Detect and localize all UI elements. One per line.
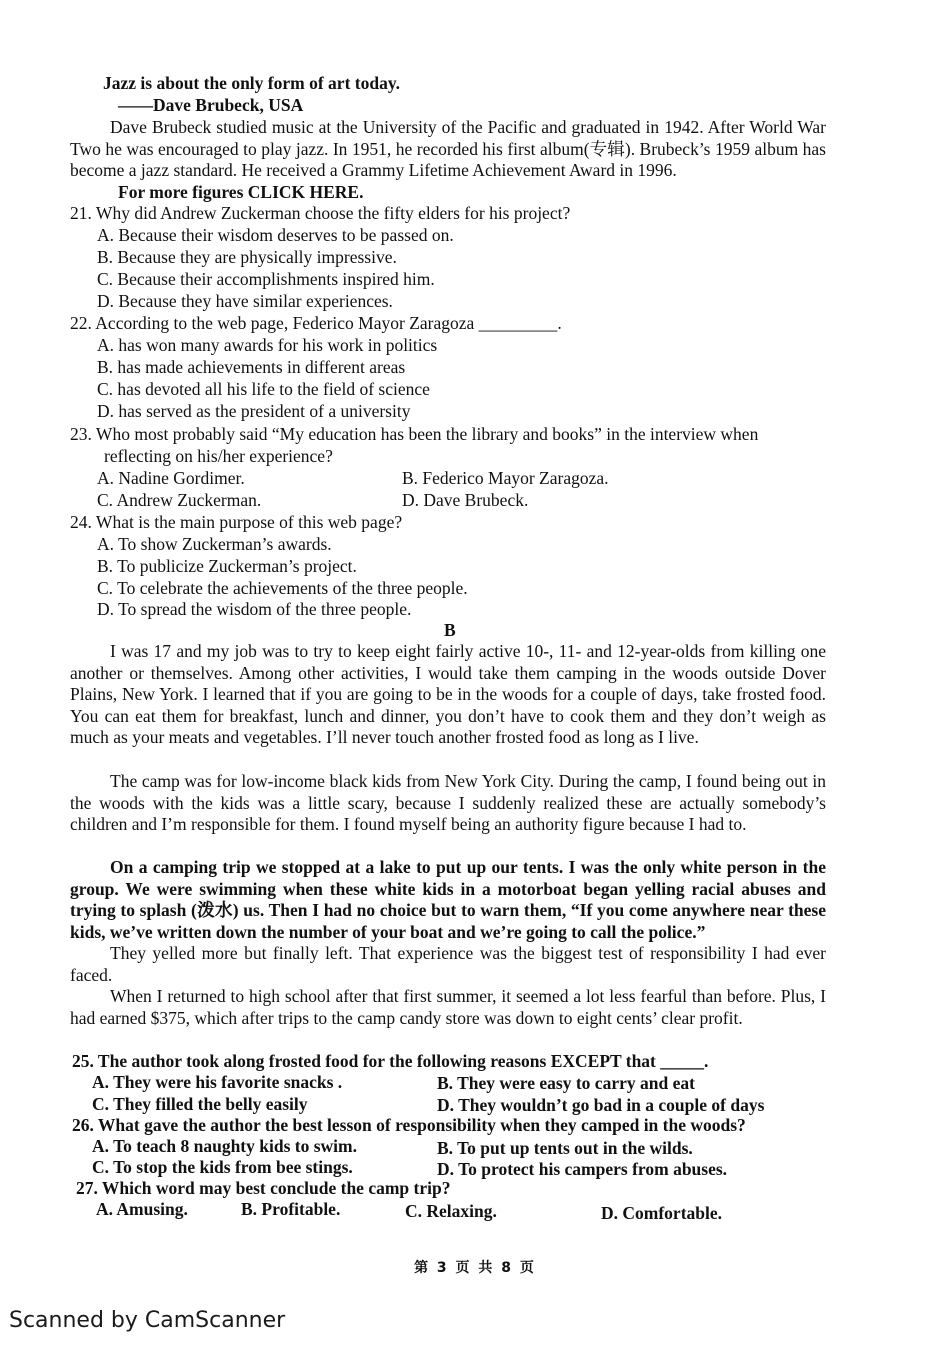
q21-option-b: B. Because they are physically impressive. <box>97 247 397 267</box>
jazz-bio <box>70 117 826 182</box>
q26-option-a: A. To teach 8 naughty kids to swim. <box>92 1136 357 1156</box>
q25-option-a: A. They were his favorite snacks . <box>92 1072 343 1092</box>
q26-option-c: C. To stop the kids from bee stings. <box>92 1157 353 1177</box>
passage-paragraph-2-text: The camp was for low-income black kids from New York City. During the camp, I found being out in the woods with the kids was a little scary, because I suddenly realized these are actually somebody’s children and I’m responsible for them. I found myself being an authority figure because I had to. <box>70 771 826 834</box>
question-26-stem: 26. What gave the author the best lesson of responsibility when they camped in the woods? <box>72 1115 746 1135</box>
q26-option-b: B. To put up tents out in the wilds. <box>437 1138 693 1158</box>
q27-option-d: D. Comfortable. <box>601 1203 723 1223</box>
more-figures-link[interactable]: For more figures CLICK HERE. <box>118 182 364 202</box>
jazz-quote: Jazz is about the only form of art today. <box>103 73 400 93</box>
q23-option-d: D. Dave Brubeck. <box>402 490 529 510</box>
passage-paragraph-5 <box>70 986 826 1029</box>
q27-option-a: A. Amusing. <box>96 1199 188 1219</box>
q23-option-b: B. Federico Mayor Zaragoza. <box>402 468 609 488</box>
q21-option-d: D. Because they have similar experiences. <box>97 291 393 311</box>
question-21-stem: 21. Why did Andrew Zuckerman choose the fifty elders for his project? <box>70 203 571 223</box>
q23-option-c: C. Andrew Zuckerman. <box>97 490 262 510</box>
q22-option-a: A. has won many awards for his work in politics <box>97 335 438 355</box>
passage-paragraph-5-text: When I returned to high school after that first summer, it seemed a lot less fearful than before. Plus, I had earned $375, which after trips to the camp candy store was down to eight cents’ clear profit. <box>70 986 826 1028</box>
q21-option-c: C. Because their accomplishments inspired him. <box>97 269 435 289</box>
scanner-watermark: Scanned by CamScanner <box>9 1308 286 1333</box>
question-25-stem: 25. The author took along frosted food for the following reasons EXCEPT that _____. <box>72 1051 709 1071</box>
q25-option-b: B. They were easy to carry and eat <box>437 1073 695 1093</box>
q24-option-d: D. To spread the wisdom of the three people. <box>97 599 412 619</box>
jazz-bio-text: Dave Brubeck studied music at the University of the Pacific and graduated in 1942. After World War Two he was encouraged to play jazz. In 1951, he recorded his first album(专辑). Brubeck’s 1959 album has become a jazz standard. He received a Grammy Lifetime Achievement Award in 1996. <box>70 117 826 180</box>
passage-paragraph-2 <box>70 771 826 836</box>
q27-option-c: C. Relaxing. <box>405 1201 497 1221</box>
q27-option-b: B. Profitable. <box>241 1199 341 1219</box>
q23-option-a: A. Nadine Gordimer. <box>97 468 245 488</box>
question-27-stem: 27. Which word may best conclude the camp trip? <box>76 1178 451 1198</box>
q25-option-c: C. They filled the belly easily <box>92 1094 308 1114</box>
q22-option-c: C. has devoted all his life to the field of science <box>97 379 430 399</box>
passage-paragraph-3 <box>70 857 826 943</box>
passage-paragraph-1 <box>70 641 826 749</box>
q21-option-a: A. Because their wisdom deserves to be passed on. <box>97 225 454 245</box>
q26-option-d: D. To protect his campers from abuses. <box>437 1159 728 1179</box>
q25-option-d: D. They wouldn’t go bad in a couple of days <box>437 1095 765 1115</box>
passage-paragraph-1-text: I was 17 and my job was to try to keep eight fairly active 10-, 11- and 12-year-olds from killing one another or themselves. Among other activities, I would take them camping in the woods outside Dover Plains, New York. I learned that if you are going to be in the woods for a couple of days, take frosted food. You can eat them for breakfast, lunch and dinner, you don’t have to cook them and they don’t weigh as much as your meats and vegetables. I’ll never touch another frosted food as long as I live. <box>70 641 826 747</box>
section-b-heading: B <box>444 620 456 640</box>
jazz-author: ——Dave Brubeck, USA <box>118 95 304 115</box>
passage-paragraph-4-text: They yelled more but finally left. That experience was the biggest test of responsibility I had ever faced. <box>70 943 826 985</box>
q24-option-a: A. To show Zuckerman’s awards. <box>97 534 332 554</box>
question-23-stem-cont: reflecting on his/her experience? <box>104 446 333 466</box>
question-24-stem: 24. What is the main purpose of this web page? <box>70 512 403 532</box>
passage-paragraph-3-text: On a camping trip we stopped at a lake to put up our tents. I was the only white person in the group. We were swimming when these white kids in a motorboat began yelling racial abuses and trying to splash (泼水) us. Then I had no choice but to warn them, “If you come anywhere near these kids, we’ve written down the number of your boat and we’re going to call the police.” <box>70 857 826 942</box>
question-22-stem: 22. According to the web page, Federico Mayor Zaragoza _________. <box>70 313 562 333</box>
q24-option-c: C. To celebrate the achievements of the three people. <box>97 578 468 598</box>
question-23-stem: 23. Who most probably said “My education has been the library and books” in the interview when <box>70 424 759 444</box>
page-number: 第 3 页 共 8 页 <box>414 1260 536 1276</box>
q22-option-d: D. has served as the president of a university <box>97 401 411 421</box>
q24-option-b: B. To publicize Zuckerman’s project. <box>97 556 357 576</box>
q22-option-b: B. has made achievements in different areas <box>97 357 406 377</box>
passage-paragraph-4 <box>70 943 826 986</box>
